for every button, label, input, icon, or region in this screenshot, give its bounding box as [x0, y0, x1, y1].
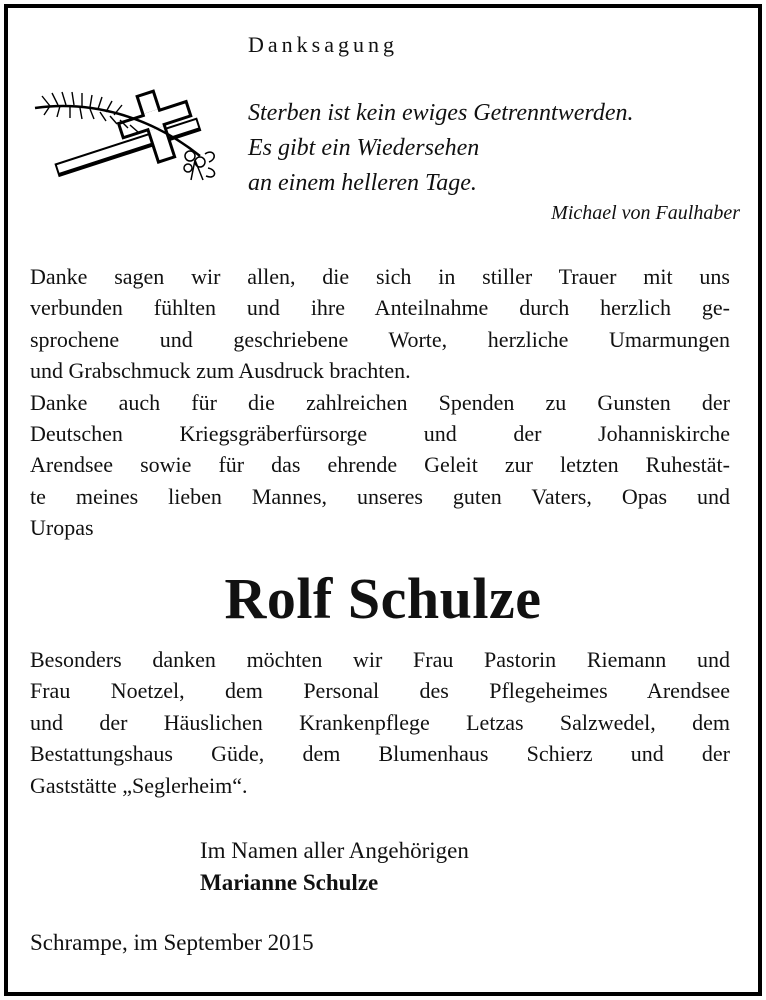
text-line: Gaststätte „Seglerheim“. [30, 772, 248, 798]
text-line: Uropas [30, 515, 94, 541]
signature-line: Im Namen aller Angehörigen [200, 838, 469, 863]
signature-name: Marianne Schulze [200, 870, 379, 895]
quote-line: an einem helleren Tage. [248, 170, 477, 196]
thanks-paragraph-1 [30, 261, 730, 544]
cross-with-palm-branch-icon [30, 86, 230, 186]
text-line: und der Häuslichen Krankenpflege Letzas Salzwedel, dem [30, 709, 730, 735]
notice-heading: Danksagung [248, 32, 398, 57]
text-line: Besonders danken möchten wir Frau Pastorin Riemann und [30, 647, 730, 672]
text-line: sprochene und geschriebene Worte, herzliche Umarmungen [30, 326, 730, 352]
quote-line: Es gibt ein Wiedersehen [248, 135, 480, 161]
text-line: te meines lieben Mannes, unseres guten Vaters, Opas und [30, 483, 730, 509]
place-date: Schrampe, im September 2015 [30, 930, 314, 955]
text-line: Danke sagen wir allen, die sich in stiller Trauer mit uns [30, 264, 730, 289]
text-line: Frau Noetzel, dem Personal des Pflegeheimes Arendsee [30, 678, 730, 704]
text-line: Bestattungshaus Güde, dem Blumenhaus Schierz und der [30, 741, 730, 767]
text-line: Arendsee sowie für das ehrende Geleit zur letzten Ruhestät- [30, 452, 730, 478]
text-line: und Grabschmuck zum Ausdruck brachten. [30, 358, 411, 384]
quote [248, 96, 633, 201]
quote-line: Sterben ist kein ewiges Getrenntwerden. [248, 100, 634, 126]
deceased-name: Rolf Schulze [224, 566, 542, 631]
text-line: Deutschen Kriegsgräberfürsorge und der Johanniskirche [30, 421, 730, 447]
text-line: verbunden fühlten und ihre Anteilnahme durch herzlich ge- [30, 295, 730, 321]
text-line: Danke auch für die zahlreichen Spenden zu Gunsten der [30, 389, 730, 415]
thanks-paragraph-2 [30, 644, 730, 801]
quote-author: Michael von Faulhaber [551, 202, 740, 224]
